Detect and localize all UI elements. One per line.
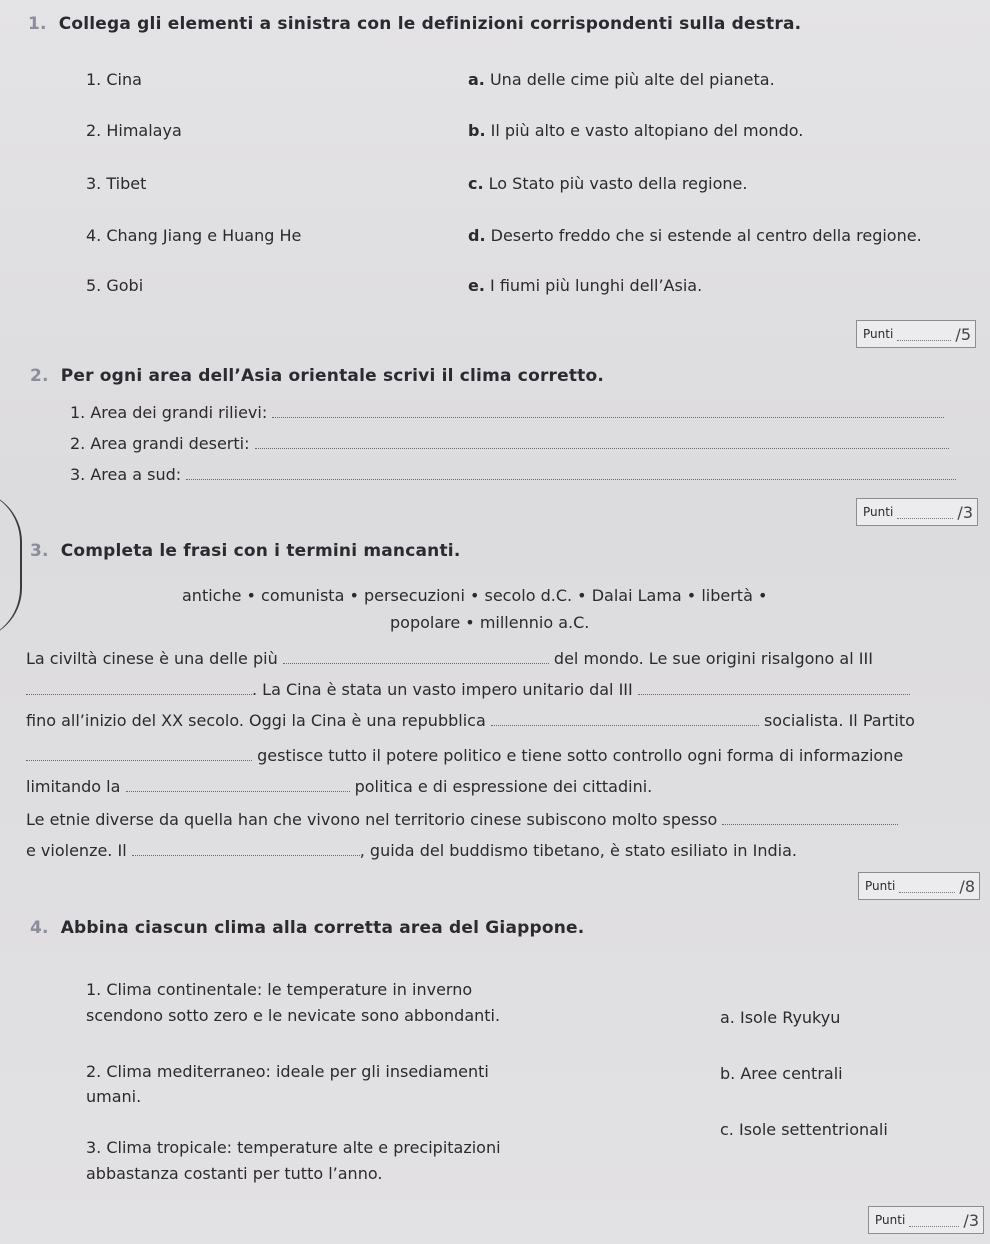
q3-score-total: /8 <box>959 876 975 896</box>
q2-title <box>30 366 604 386</box>
q3-line-5-a: limitando la <box>26 777 121 796</box>
q1-right-a-text: Una delle cime più alte del pianeta. <box>489 70 775 89</box>
q3-word-bank-line-1: antiche • comunista • persecuzioni • secolo d.C. • Dalai Lama • libertà • <box>182 586 768 605</box>
q3-line-7 <box>26 841 797 860</box>
q1-right-a <box>468 70 775 89</box>
q3-line-4 <box>26 746 903 765</box>
q1-right-c-text: Lo Stato più vasto della regione. <box>488 174 748 193</box>
q3-blank-dalai-lama[interactable] <box>132 841 360 856</box>
q3-word-bank-line-2: popolare • millennio a.C. <box>390 613 590 632</box>
q3-line-6 <box>26 810 898 829</box>
q2-score-box[interactable] <box>856 498 978 526</box>
q4-right-a: a. Isole Ryukyu <box>720 1008 841 1027</box>
q3-line-5 <box>26 777 652 796</box>
q3-line-7-a: e violenze. Il <box>26 841 127 860</box>
q1-right-a-letter: a. <box>468 70 485 89</box>
q3-line-2-a: . La Cina è stata un vasto impero unitario dal III <box>252 680 633 699</box>
q1-right-b <box>468 121 803 140</box>
q3-title-text: Completa le frasi con i termini mancanti. <box>60 541 461 561</box>
q3-line-6-a: Le etnie diverse da quella han che vivono nel territorio cinese subiscono molto spesso <box>26 810 718 829</box>
q1-number: 1. <box>28 14 47 34</box>
q3-blank-millennio[interactable] <box>26 680 252 695</box>
q2-item-3-label: 3. Area a sud: <box>70 465 182 484</box>
q4-title-text: Abbina ciascun clima alla corretta area del Giappone. <box>60 918 585 938</box>
q3-line-3 <box>26 711 915 730</box>
q1-score-label: Punti <box>863 327 894 341</box>
q4-score-label: Punti <box>875 1213 906 1227</box>
q4-score-box[interactable] <box>868 1206 984 1234</box>
q2-item-1-label: 1. Area dei grandi rilievi: <box>70 403 268 422</box>
q3-score-blank <box>899 880 955 893</box>
q4-right-c: c. Isole settentrionali <box>720 1120 888 1139</box>
q2-item-1 <box>70 403 944 422</box>
q1-right-e-letter: e. <box>468 276 485 295</box>
q2-number: 2. <box>30 366 49 386</box>
q2-title-text: Per ogni area dell’Asia orientale scrivi il clima corretto. <box>60 366 605 386</box>
q3-blank-antiche[interactable] <box>283 649 549 664</box>
q2-score-total: /3 <box>957 502 973 522</box>
q3-number: 3. <box>30 541 49 561</box>
q2-item-2-label: 2. Area grandi deserti: <box>70 434 250 453</box>
q1-left-2: 2. Himalaya <box>86 121 182 140</box>
q3-blank-popolare[interactable] <box>491 711 759 726</box>
q1-left-1: 1. Cina <box>86 70 142 89</box>
q3-line-3-b: socialista. Il Partito <box>763 711 915 730</box>
q1-right-b-text: Il più alto e vasto altopiano del mondo. <box>490 121 804 140</box>
q2-item-1-blank[interactable] <box>272 403 944 418</box>
q3-score-box[interactable] <box>858 872 980 900</box>
q1-score-blank <box>897 328 951 341</box>
q1-left-5: 5. Gobi <box>86 276 144 295</box>
q2-item-3-blank[interactable] <box>186 465 956 480</box>
q3-line-1 <box>26 649 873 668</box>
q3-blank-persecuzioni[interactable] <box>722 810 898 825</box>
q4-right-b: b. Aree centrali <box>720 1064 843 1083</box>
q2-score-label: Punti <box>863 505 894 519</box>
q1-title-text: Collega gli elementi a sinistra con le definizioni corrispondenti sulla destra. <box>58 14 802 34</box>
q3-blank-liberta[interactable] <box>126 777 350 792</box>
q1-right-c <box>468 174 747 193</box>
q1-left-4: 4. Chang Jiang e Huang He <box>86 226 302 245</box>
page-edge-curve <box>0 490 22 640</box>
q1-title <box>28 14 801 34</box>
q2-item-2 <box>70 434 949 453</box>
q4-left-2-line-2: umani. <box>86 1087 142 1106</box>
q3-title <box>30 541 461 561</box>
q2-score-blank <box>897 506 953 519</box>
q4-score-total: /3 <box>963 1210 979 1230</box>
q3-line-4-a: gestisce tutto il potere politico e tiene sotto controllo ogni forma di informazione <box>257 746 904 765</box>
q4-number: 4. <box>30 918 49 938</box>
q3-line-1-b: del mondo. Le sue origini risalgono al III <box>553 649 873 668</box>
q1-score-total: /5 <box>955 324 971 344</box>
q2-item-3 <box>70 465 956 484</box>
q1-right-b-letter: b. <box>468 121 486 140</box>
q1-right-e <box>468 276 702 295</box>
q4-left-3-line-2: abbastanza costanti per tutto l’anno. <box>86 1164 383 1183</box>
q3-score-label: Punti <box>865 879 896 893</box>
q1-right-c-letter: c. <box>468 174 484 193</box>
q3-line-1-a: La civiltà cinese è una delle più <box>26 649 278 668</box>
q4-left-1-line-2: scendono sotto zero e le nevicate sono abbondanti. <box>86 1006 501 1025</box>
q1-right-d-letter: d. <box>468 226 486 245</box>
q3-line-3-a: fino all’inizio del XX secolo. Oggi la Cina è una repubblica <box>26 711 486 730</box>
q3-blank-comunista[interactable] <box>26 746 252 761</box>
q4-title <box>30 918 584 938</box>
q1-score-box[interactable] <box>856 320 976 348</box>
q4-score-blank <box>909 1214 959 1227</box>
q3-line-7-b: , guida del buddismo tibetano, è stato esiliato in India. <box>359 841 797 860</box>
q3-line-5-b: politica e di espressione dei cittadini. <box>354 777 653 796</box>
q3-line-2 <box>26 680 910 699</box>
q4-left-3-line-1: 3. Clima tropicale: temperature alte e precipitazioni <box>86 1138 501 1157</box>
q1-right-d <box>468 226 922 245</box>
q4-left-2-line-1: 2. Clima mediterraneo: ideale per gli insediamenti <box>86 1062 489 1081</box>
q4-left-1-line-1: 1. Clima continentale: le temperature in inverno <box>86 980 473 999</box>
q3-blank-secolo[interactable] <box>638 680 910 695</box>
q1-right-d-text: Deserto freddo che si estende al centro della regione. <box>490 226 922 245</box>
q1-left-3: 3. Tibet <box>86 174 147 193</box>
q1-right-e-text: I fiumi più lunghi dell’Asia. <box>490 276 703 295</box>
q2-item-2-blank[interactable] <box>255 434 949 449</box>
